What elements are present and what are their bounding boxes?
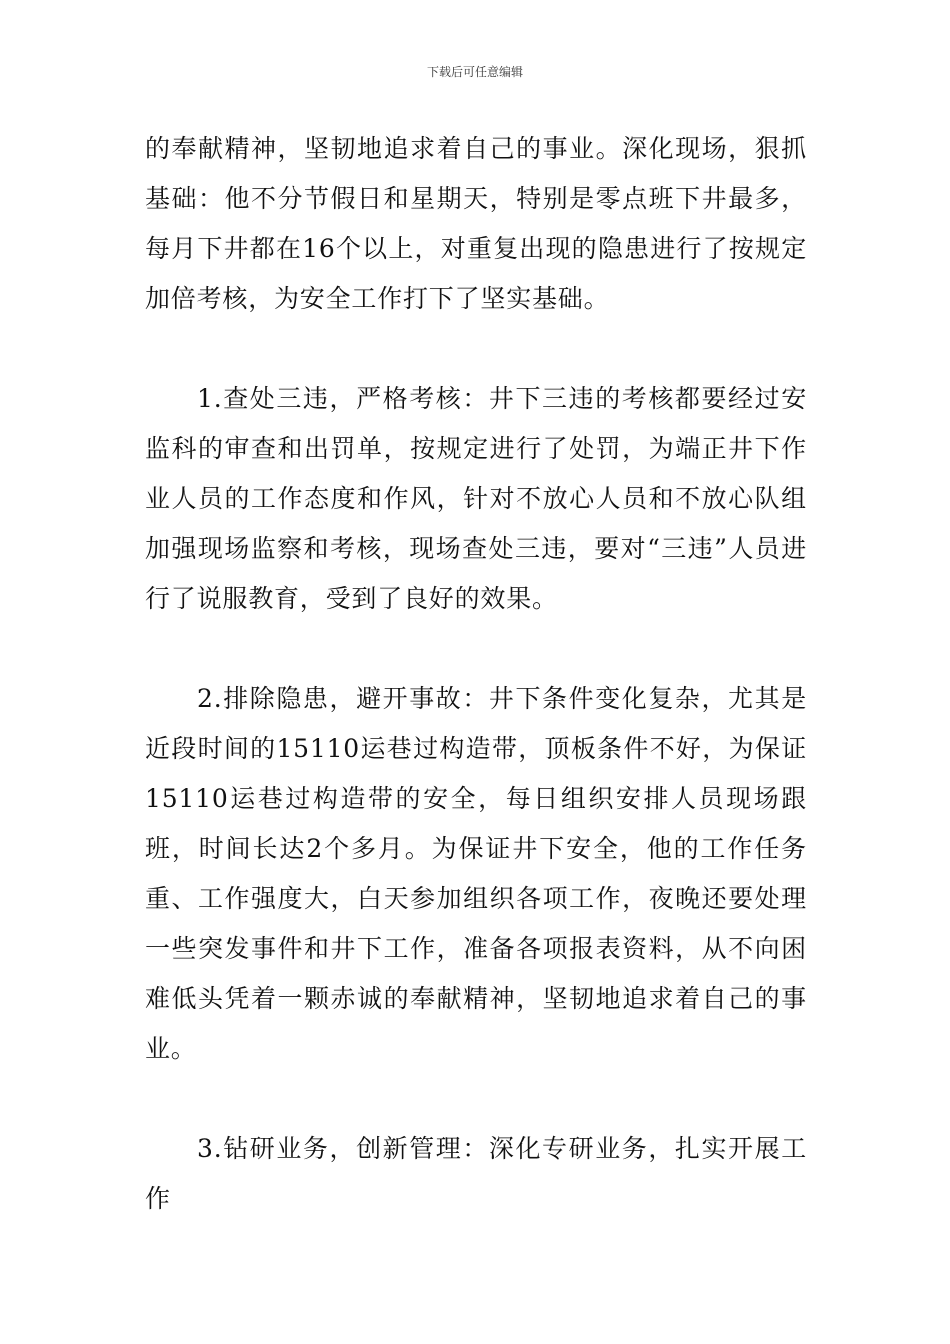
paragraph-gap — [145, 324, 807, 374]
paragraph-gap — [145, 624, 807, 674]
paragraph-item-2: 2.排除隐患，避开事故：井下条件变化复杂，尤其是近段时间的15110运巷过构造带，顶板条件不好，为保证15110运巷过构造带的安全，每日组织安排人员现场跟班，时间长达2个多月。为保证井下安全，他的工作任务重、工作强度大，白天参加组织各项工作，夜晚还要处理一些突发事件和井下工作，准备各项报表资料，从不向困难低头凭着一颗赤诚的奉献精神，坚韧地追求着自己的事业。 — [145, 684, 807, 1063]
paragraph-gap — [145, 1074, 807, 1124]
page-header: 下载后可任意编辑 — [426, 65, 523, 79]
document-body — [145, 124, 807, 1224]
paragraph-continuation: 的奉献精神，坚韧地追求着自己的事业。深化现场，狠抓基础：他不分节假日和星期天，特别是零点班下井最多，每月下井都在16个以上，对重复出现的隐患进行了按规定加倍考核，为安全工作打下了坚实基础。 — [145, 134, 807, 313]
paragraph-item-3: 3.钻研业务，创新管理：深化专研业务，扎实开展工作 — [145, 1134, 807, 1213]
paragraph-item-1: 1.查处三违，严格考核：井下三违的考核都要经过安监科的审查和出罚单，按规定进行了处罚，为端正井下作业人员的工作态度和作风，针对不放心人员和不放心队组加强现场监察和考核，现场查处三违，要对“三违”人员进行了说服教育，受到了良好的效果。 — [145, 384, 807, 613]
